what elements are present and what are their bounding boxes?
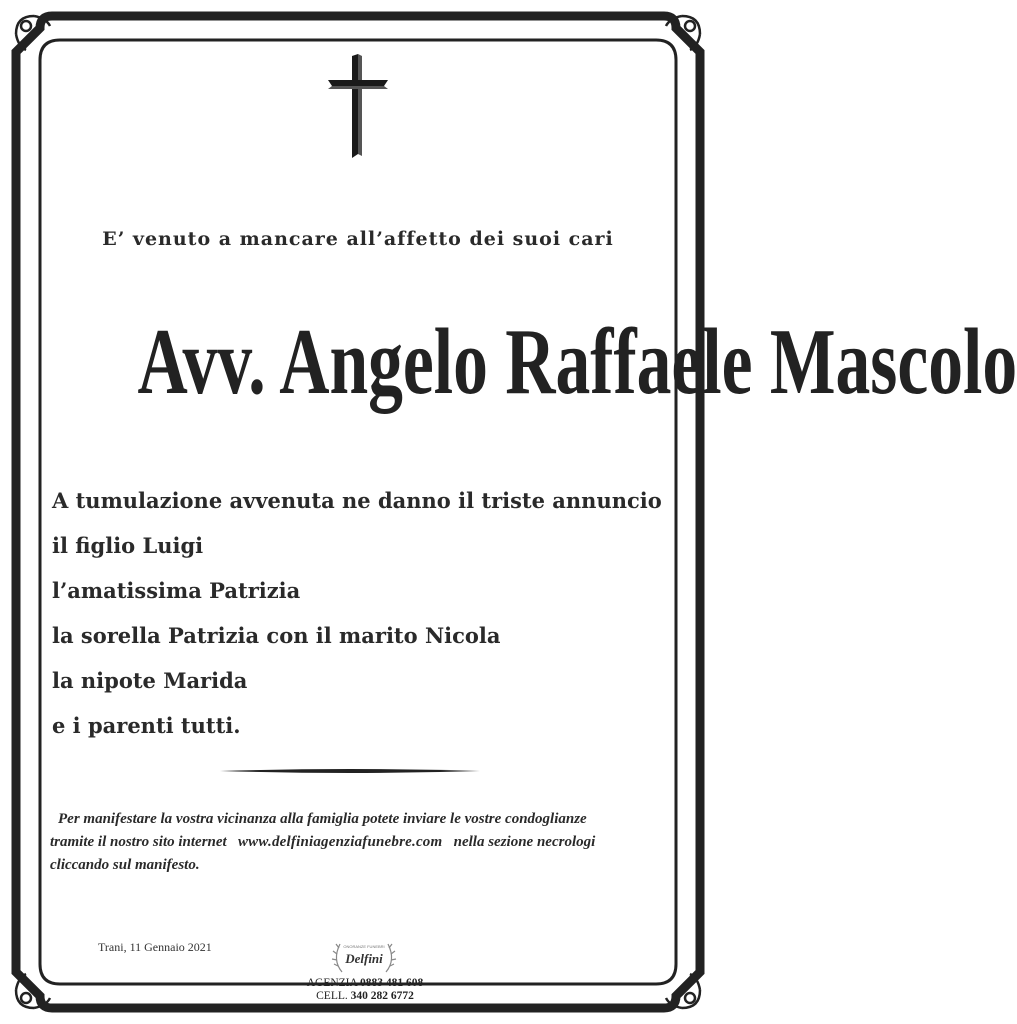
corner-ornament-icon bbox=[658, 966, 706, 1014]
note-line-3: cliccando sul manifesto. bbox=[50, 857, 200, 873]
mourner-line: la nipote Marida bbox=[52, 668, 248, 693]
mourner-line: l’amatissima Patrizia bbox=[52, 578, 301, 603]
agency-label: AGENZIA bbox=[306, 977, 358, 989]
corner-ornament-icon bbox=[10, 966, 58, 1014]
corner-ornament-icon bbox=[10, 10, 58, 58]
mourner-line: la sorella Patrizia con il marito Nicola bbox=[52, 623, 501, 648]
divider-line bbox=[220, 766, 480, 776]
logo-subtext: ONORANZE FUNEBRI bbox=[343, 944, 385, 949]
note-line-2 bbox=[50, 831, 690, 854]
deceased-name: Avv. Angelo Raffaele Mascolo bbox=[137, 310, 1017, 414]
laurel-logo-icon bbox=[328, 938, 400, 976]
cell-line bbox=[295, 990, 435, 1003]
note-line-2-suffix: nella sezione necrologi bbox=[453, 834, 596, 850]
mourner-line: e i parenti tutti. bbox=[52, 713, 241, 738]
mourner-line: A tumulazione avvenuta ne danno il triste annuncio bbox=[52, 488, 662, 513]
note-line-2-prefix: tramite il nostro sito internet bbox=[50, 834, 227, 850]
agency-phone: 0883 481 608 bbox=[360, 977, 424, 989]
agency-contacts bbox=[295, 977, 435, 1003]
agency-line bbox=[295, 977, 435, 990]
mourner-line: il figlio Luigi bbox=[52, 533, 204, 558]
place-date: Trani, 11 Gennaio 2021 bbox=[98, 940, 212, 954]
condolence-note bbox=[50, 808, 690, 877]
cross-icon bbox=[326, 54, 390, 158]
note-line-1: Per manifestare la vostra vicinanza alla famiglia potete inviare le vostre condoglianze bbox=[58, 811, 587, 827]
mourners-list bbox=[52, 478, 672, 748]
cell-phone: 340 282 6772 bbox=[350, 990, 414, 1002]
website-link[interactable]: www.delfiniagenziafunebre.com bbox=[237, 834, 443, 850]
cell-label: CELL. bbox=[316, 990, 348, 1002]
corner-ornament-icon bbox=[658, 10, 706, 58]
intro-line: E’ venuto a mancare all’affetto dei suoi cari bbox=[102, 228, 614, 250]
logo-text: Delfini bbox=[345, 951, 383, 966]
